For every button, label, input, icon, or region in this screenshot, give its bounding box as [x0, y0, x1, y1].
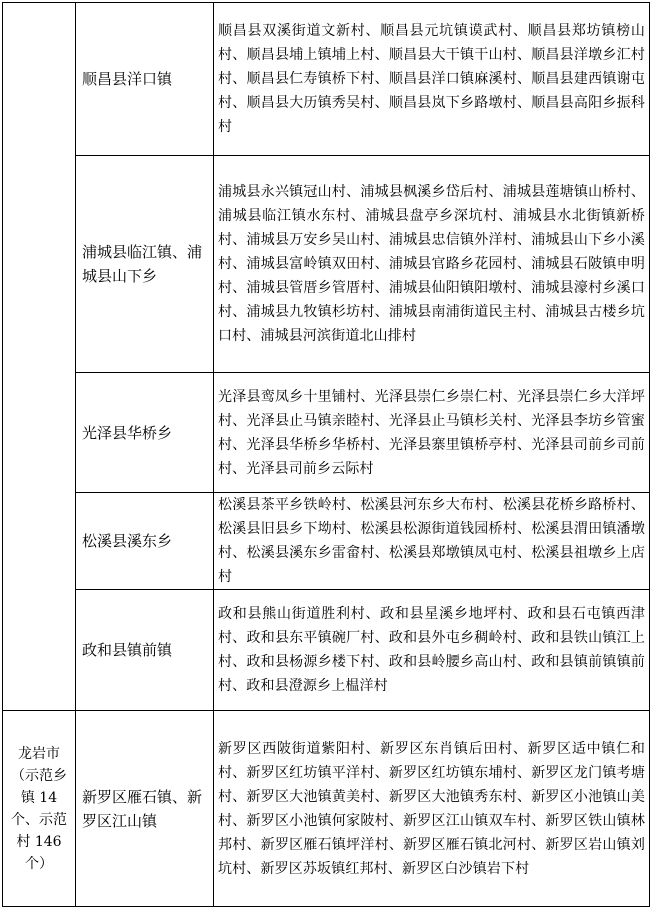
city-cell-continued	[3, 3, 76, 711]
table-row	[3, 493, 650, 590]
villages-cell: 顺昌县双溪街道文新村、顺昌县元坑镇谟武村、顺昌县郑坊镇榜山村、顺昌县埔上镇埔上村、顺昌县大干镇干山村、顺昌县洋墩乡汇村村、顺昌县仁寿镇桥下村、顺昌县洋口镇麻溪村、顺昌县建西镇谢屯村、顺昌县大历镇秀吴村、顺昌县岚下乡路墩村、顺昌县高阳乡振科村	[214, 3, 650, 156]
villages-cell: 政和县熊山街道胜利村、政和县星溪乡地坪村、政和县石屯镇西津村、政和县东平镇碗厂村、政和县外屯乡稠岭村、政和县铁山镇江上村、政和县杨源乡楼下村、政和县岭腰乡高山村、政和县镇前镇镇前村、政和县澄源乡上榅洋村	[214, 590, 650, 711]
villages-cell: 光泽县鸾凤乡十里铺村、光泽县崇仁乡崇仁村、光泽县崇仁乡大洋坪村、光泽县止马镇亲睦村、光泽县止马镇杉关村、光泽县李坊乡管蜜村、光泽县华桥乡华桥村、光泽县寨里镇桥亭村、光泽县司前乡司前村、光泽县司前乡云际村	[214, 373, 650, 493]
city-cell: 龙岩市（示范乡镇 14 个、示范村 146 个）	[3, 711, 76, 907]
table-row	[3, 590, 650, 711]
town-cell: 新罗区雁石镇、新罗区江山镇	[76, 711, 214, 907]
demonstration-villages-table	[2, 2, 650, 907]
town-cell: 政和县镇前镇	[76, 590, 214, 711]
table-row	[3, 156, 650, 373]
table-row	[3, 373, 650, 493]
table-row	[3, 3, 650, 156]
villages-cell: 松溪县茶平乡铁岭村、松溪县河东乡大布村、松溪县花桥乡路桥村、松溪县旧县乡下坳村、松溪县松源街道钱园桥村、松溪县渭田镇潘墩村、松溪县溪东乡雷畲村、松溪县郑墩镇凤屯村、松溪县祖墩乡上店村	[214, 493, 650, 590]
town-cell: 光泽县华桥乡	[76, 373, 214, 493]
town-cell: 松溪县溪东乡	[76, 493, 214, 590]
town-cell: 浦城县临江镇、浦城县山下乡	[76, 156, 214, 373]
villages-cell: 新罗区西陂街道紫阳村、新罗区东肖镇后田村、新罗区适中镇仁和村、新罗区红坊镇平洋村、新罗区红坊镇东埔村、新罗区龙门镇考塘村、新罗区大池镇黄美村、新罗区大池镇秀东村、新罗区小池镇山美村、新罗区小池镇何家陂村、新罗区江山镇双车村、新罗区铁山镇林邦村、新罗区雁石镇坪洋村、新罗区雁石镇北河村、新罗区岩山镇刘坑村、新罗区苏坂镇红邦村、新罗区白沙镇岩下村	[214, 711, 650, 907]
table-row	[3, 711, 650, 907]
town-cell: 顺昌县洋口镇	[76, 3, 214, 156]
villages-cell: 浦城县永兴镇冠山村、浦城县枫溪乡岱后村、浦城县莲塘镇山桥村、浦城县临江镇水东村、浦城县盘亭乡深坑村、浦城县水北街镇新桥村、浦城县万安乡吴山村、浦城县忠信镇外洋村、浦城县山下乡小溪村、浦城县富岭镇双田村、浦城县官路乡花园村、浦城县石陂镇申明村、浦城县管厝乡管厝村、浦城县仙阳镇阳墩村、浦城县濠村乡溪口村、浦城县九牧镇杉坊村、浦城县南浦街道民主村、浦城县古楼乡坑口村、浦城县河滨街道北山排村	[214, 156, 650, 373]
